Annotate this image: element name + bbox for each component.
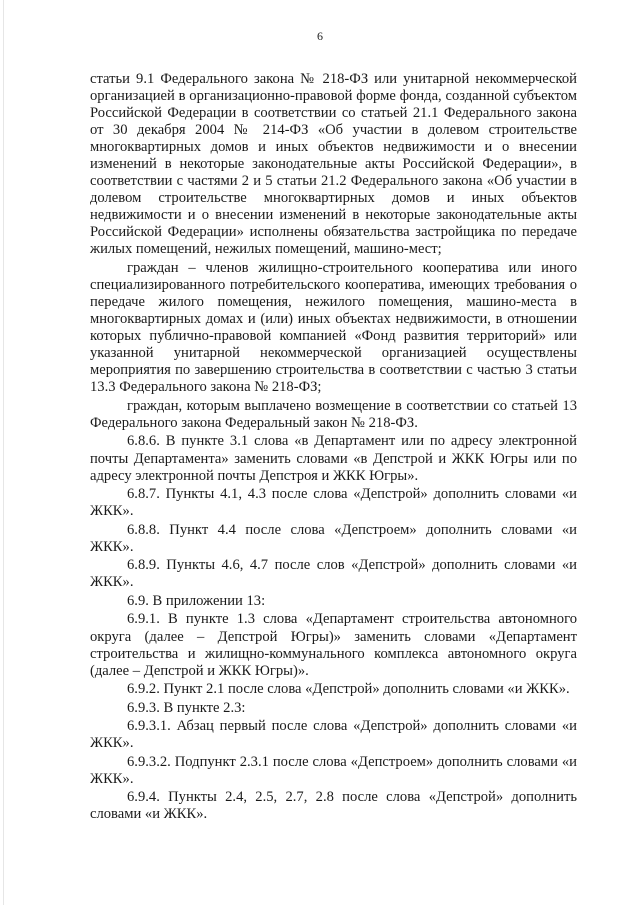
paragraph-6-9-1: 6.9.1. В пункте 1.3 слова «Департамент строительства автономного округа (далее – Депстрой Югры)» заменить словами «Департамент строительства и жилищно-коммунального комплекса автономного округа (далее – Депстрой и ЖКК Югры)». xyxy=(90,611,577,679)
page-number: 6 xyxy=(317,29,323,43)
paragraph-6-9-4: 6.9.4. Пункты 2.4, 2.5, 2.7, 2.8 после слова «Депстрой» дополнить словами «и ЖКК». xyxy=(90,789,577,823)
document-body xyxy=(90,71,577,825)
paragraph-6-9-2: 6.9.2. Пункт 2.1 после слова «Депстрой» дополнить словами «и ЖКК». xyxy=(127,681,570,698)
paragraph-6-9-3: 6.9.3. В пункте 2.3: xyxy=(127,699,246,716)
scan-edge-line xyxy=(3,0,4,905)
paragraph-6-8-6: 6.8.6. В пункте 3.1 слова «в Департамент или по адресу электронной почты Департамента» заменить словами «в Депстрой и ЖКК Югры или по адресу электронной почты Депстроя и ЖКК Югры». xyxy=(90,433,577,484)
paragraph-6-9-3-2: 6.9.3.2. Подпункт 2.3.1 после слова «Депстроем» дополнить словами «и ЖКК». xyxy=(90,753,577,787)
paragraph-6-8-8: 6.8.8. Пункт 4.4 после слова «Депстроем» дополнить словами «и ЖКК». xyxy=(90,521,577,555)
paragraph-6-9-3-1: 6.9.3.1. Абзац первый после слова «Депстрой» дополнить словами «и ЖКК». xyxy=(90,718,577,752)
paragraph-citizens-compensation: граждан, которым выплачено возмещение в соответствии со статьей 13 Федерального закона Федеральный закон № 218-ФЗ. xyxy=(90,397,577,431)
paragraph-6-8-9: 6.8.9. Пункты 4.6, 4.7 после слов «Депстрой» дополнить словами «и ЖКК». xyxy=(90,557,577,591)
paragraph-6-8-7: 6.8.7. Пункты 4.1, 4.3 после слова «Депстрой» дополнить словами «и ЖКК». xyxy=(90,486,577,520)
paragraph-citizens-cooperative: граждан – членов жилищно-строительного кооператива или иного специализированного потребительского кооператива, имеющих требования о передаче жилого помещения, нежилого помещения, машино-места в многоквартирных домах и (или) иных объектах недвижимости, в отношении которых публично-правовой компанией «Фонд развития территорий» или указанной унитарной некоммерческой организацией осуществлены мероприятия по завершению строительства в соответствии с частью 3 статьи 13.3 Федерального закона № 218-ФЗ; xyxy=(90,260,577,396)
paragraph-6-9: 6.9. В приложении 13: xyxy=(127,592,266,609)
paragraph-continuation: статьи 9.1 Федерального закона № 218-ФЗ или унитарной некоммерческой организацией в организационно-правовой форме фонда, созданной субъектом Российской Федерации в соответствии со статьей 21.1 Федерального закона от 30 декабря 2004 № 214-ФЗ «Об участии в долевом строительстве многоквартирных домов и иных объектов недвижимости и о внесении изменений в некоторые законодательные акты Российской Федерации», в соответствии с частями 2 и 5 статьи 21.2 Федерального закона «Об участии в долевом строительстве многоквартирных домов и иных объектов недвижимости и о внесении изменений в некоторые законодательные акты Российской Федерации» исполнены обязательства застройщика по передаче жилых помещений, нежилых помещений, машино-мест; xyxy=(90,71,577,258)
